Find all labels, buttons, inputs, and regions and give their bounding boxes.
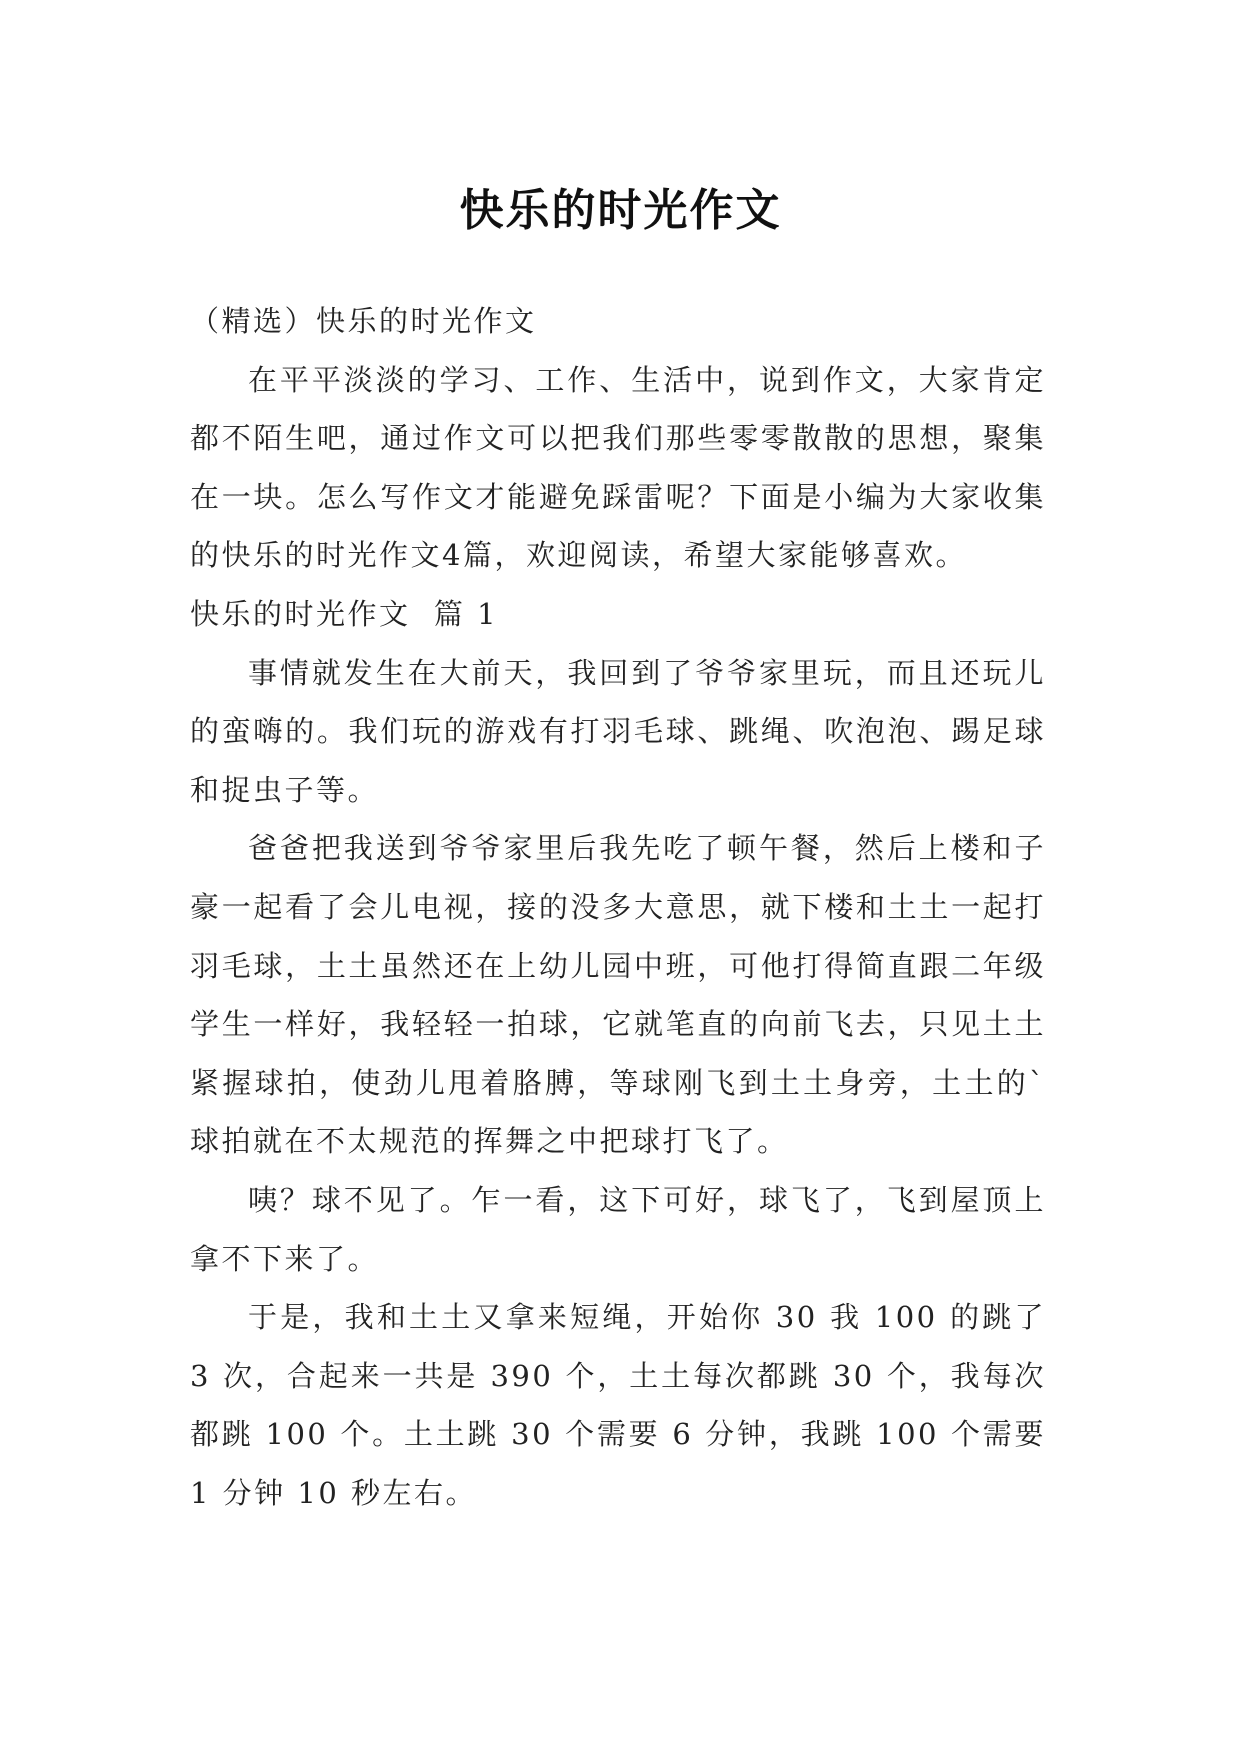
document-subtitle: （精选）快乐的时光作文 xyxy=(190,304,537,338)
document-title: 快乐的时光作文 xyxy=(459,185,782,237)
body-paragraph: 于是，我和土土又拿来短绳，开始你 30 我 100 的跳了 3 次，合起来一共是 390 个，土土每次都跳 30 个，我每次都跳 100 个。土土跳 30 个需要 6 分钟，我跳 100 个需要 1 分钟 10 秒左右。 xyxy=(190,1300,1046,1510)
body-paragraph: 事情就发生在大前天，我回到了爷爷家里玩，而且还玩儿的蛮嗨的。我们玩的游戏有打羽毛球、跳绳、吹泡泡、踢足球和捉虫子等。 xyxy=(190,655,1046,807)
body-paragraph: 咦？球不见了。乍一看，这下可好，球飞了，飞到屋顶上拿不下来了。 xyxy=(190,1182,1046,1276)
document-body xyxy=(190,292,1046,1522)
intro-paragraph: 在平平淡淡的学习、工作、生活中，说到作文，大家肯定都不陌生吧，通过作文可以把我们那些零零散散的思想，聚集在一块。怎么写作文才能避免踩雷呢？下面是小编为大家收集的快乐的时光作文4篇，欢迎阅读，希望大家能够喜欢。 xyxy=(190,362,1046,573)
section-heading: 快乐的时光作文 篇 1 xyxy=(190,596,499,631)
body-paragraph: 爸爸把我送到爷爷家里后我先吃了顿午餐，然后上楼和子豪一起看了会儿电视，接的没多大意思，就下楼和土土一起打羽毛球，土土虽然还在上幼儿园中班，可他打得简直跟二年级学生一样好，我轻轻一拍球，它就笔直的向前飞去，只见土土紧握球拍，使劲儿甩着胳膊，等球刚飞到土土身旁，土土的`球拍就在不太规范的挥舞之中把球打飞了。 xyxy=(190,831,1046,1159)
